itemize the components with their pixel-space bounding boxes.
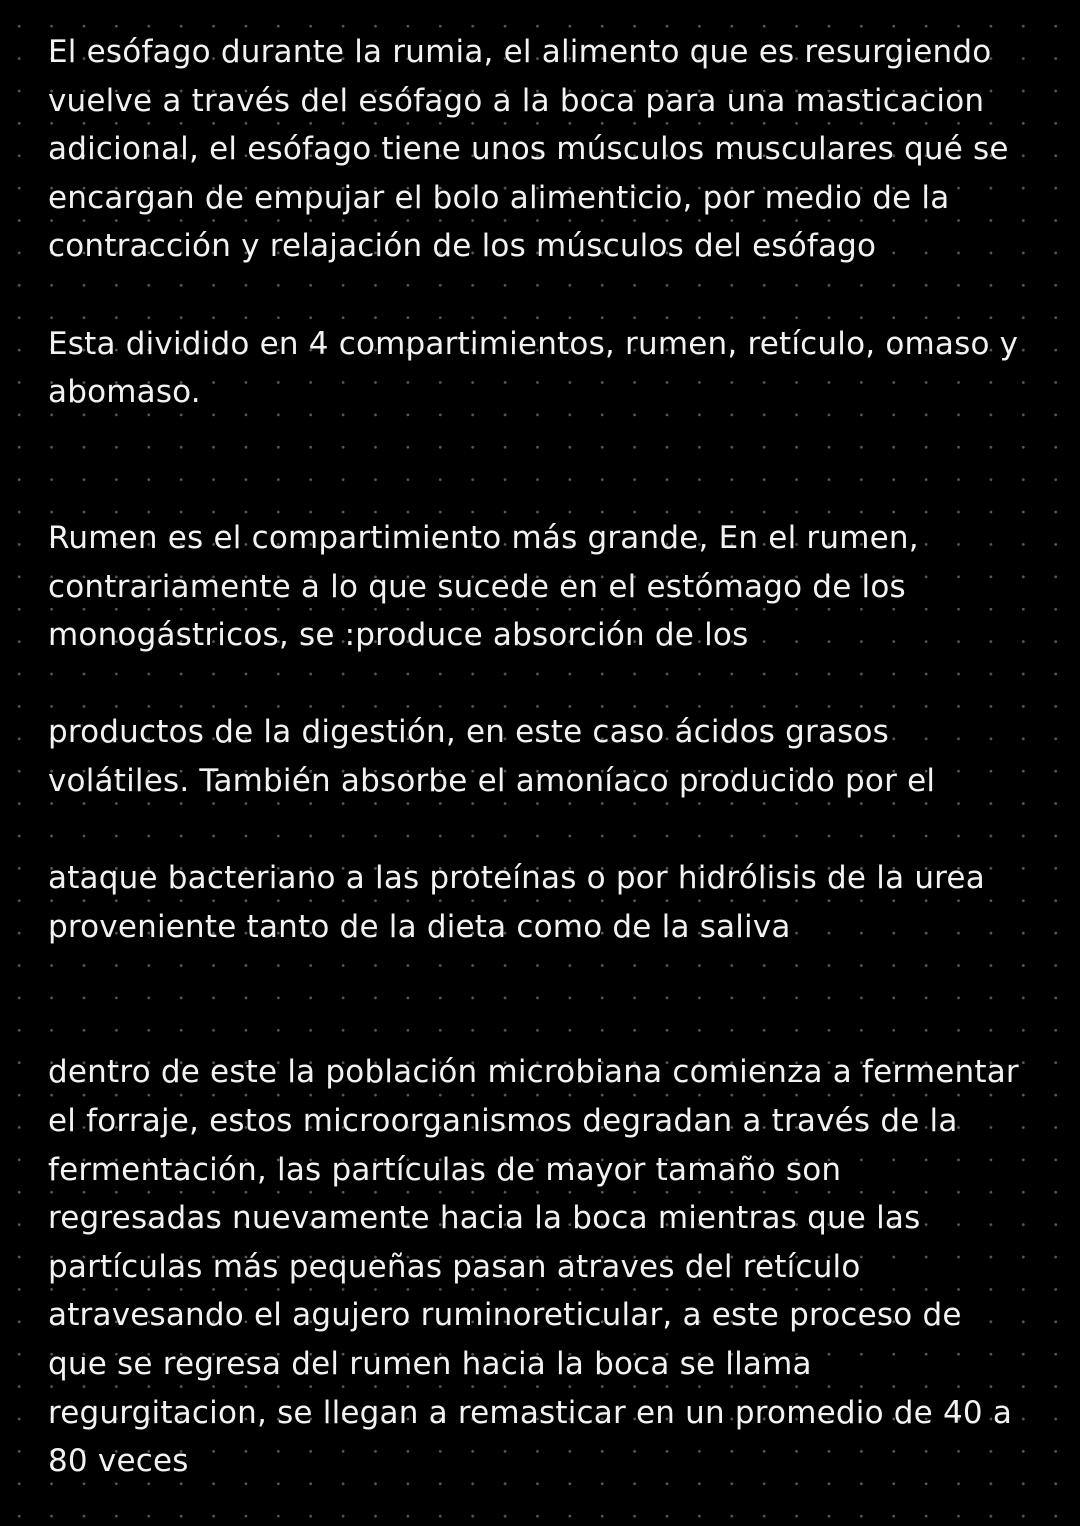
blank-line	[48, 806, 1048, 855]
text-line: dentro de este la población microbiana comienza a fermentar	[48, 1054, 1019, 1091]
blank-line	[48, 417, 1048, 466]
text-line: el forraje, estos microorganismos degradan a través de la	[48, 1103, 958, 1140]
blank-line	[48, 951, 1048, 1000]
text-line: abomaso.	[48, 374, 201, 411]
blank-line	[48, 271, 1048, 320]
text-line: que se regresa del rumen hacia la boca se llama	[48, 1346, 812, 1383]
blank-line	[48, 465, 1048, 514]
text-line: contrariamente a lo que sucede en el estómago de los	[48, 568, 906, 605]
text-line: adicional, el esófago tiene unos músculos musculares qué se	[48, 131, 1009, 168]
text-line: proveniente tanto de la dieta como de la saliva	[48, 908, 791, 945]
blank-line	[48, 660, 1048, 709]
text-line: partículas más pequeñas pasan atraves del retículo	[48, 1248, 861, 1285]
text-line: El esófago durante la rumia, el alimento que es resurgiendo	[48, 34, 992, 70]
blank-line	[48, 1000, 1048, 1049]
text-line: monogástricos, se :produce absorción de los	[48, 617, 749, 654]
note-body	[48, 28, 1048, 1486]
text-line: 80 veces	[48, 1443, 189, 1480]
text-line: Rumen es el compartimiento más grande, En el rumen,	[48, 519, 919, 556]
text-line: ataque bacteriano a las proteínas o por hidrólisis de la urea	[48, 860, 985, 897]
text-line: Esta dividido en 4 compartimientos, rumen, retículo, omaso y	[48, 325, 1019, 362]
text-line: vuelve a través del esófago a la boca para una masticacion	[48, 82, 985, 119]
text-line: fermentación, las partículas de mayor tamaño son	[48, 1151, 842, 1188]
text-line: contracción y relajación de los músculos del esófago	[48, 228, 877, 265]
text-line: atravesando el agujero ruminoreticular, a este proceso de	[48, 1297, 962, 1334]
text-line: encargan de empujar el bolo alimenticio, por medio de la	[48, 179, 950, 216]
text-line: productos de la digestión, en este caso ácidos grasos	[48, 714, 890, 751]
text-line: regurgitacion, se llegan a remasticar en un promedio de 40 a	[48, 1394, 1013, 1431]
text-line: volátiles. También absorbe el amoníaco producido por el	[48, 762, 936, 799]
text-line: regresadas nuevamente hacia la boca mientras que las	[48, 1200, 921, 1237]
